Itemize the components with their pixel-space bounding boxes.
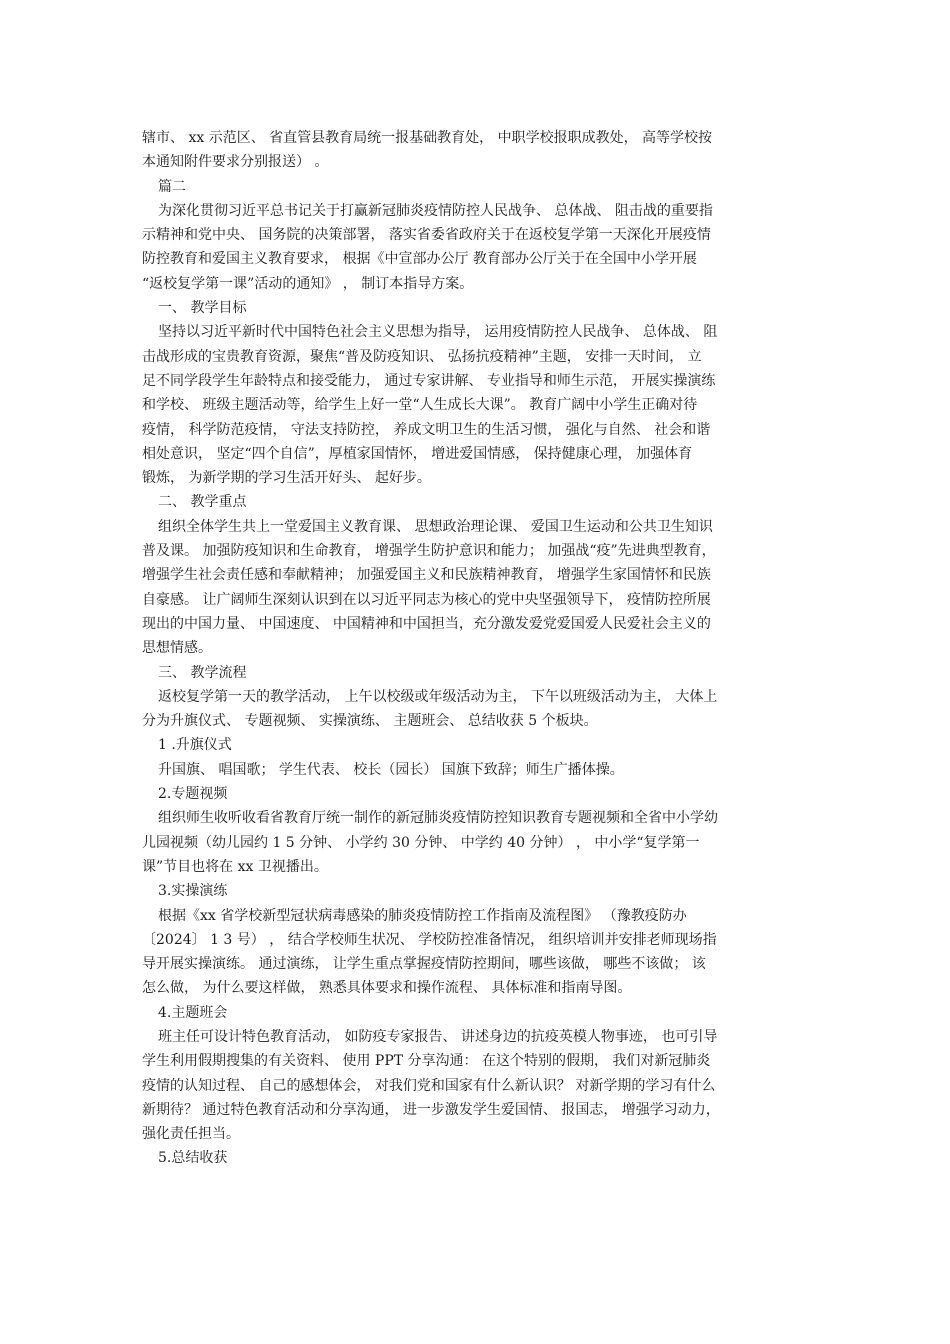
text-line: 3.实操演练 — [158, 883, 228, 900]
text-line: 辖市、 xx 示范区、 省直管县教育局统一报基础教育处， 中职学校报职成教处， 高等学校按 — [142, 130, 713, 146]
text-line: 升国旗、 唱国歌； 学生代表、 校长（园长） 国旗下致辞；师生广播体操。 — [158, 761, 624, 778]
text-line: 根据《xx 省学校新型冠状病毒感染的肺炎疫情防控工作指南及流程图》 （豫教疫防办 — [158, 907, 687, 924]
text-line: 增强学生社会责任感和奉献精神； 加强爱国主义和民族精神教育， 增强学生家国情怀和民族 — [142, 567, 711, 584]
text-line: 自豪感。 让广阔师生深刻认识到在以习近平同志为核心的党中央坚强领导下， 疫情防控所展 — [142, 591, 711, 608]
text-line: 击战形成的宝贵教育资源，聚焦“普及防疫知识、 弘扬抗疫精神”主题， 安排一天时间， 立 — [142, 348, 702, 365]
text-line: 坚持以习近平新时代中国特色社会主义思想为指导， 运用疫情防控人民战争、 总体战、 阻 — [158, 324, 718, 341]
text-line: 组织师生收听收看省教育厅统一制作的新冠肺炎疫情防控知识教育专题视频和全省中小学幼 — [158, 810, 718, 827]
text-line: 导开展实操演练。 通过演练， 让学生重点掌握疫情防控期间，哪些该做， 哪些不该做； 该 — [142, 956, 706, 973]
text-line: 1 .升旗仪式 — [158, 737, 232, 754]
text-line: 和学校、 班级主题活动等，给学生上好一堂“人生成长大课”。 教育广阔中小学生正确对待 — [142, 397, 698, 414]
document-body — [142, 126, 814, 1171]
text-line: 〔2024〕 1 3 号） ， 结合学校师生状况、 学校防控准备情况， 组织培训并安排老师现场指 — [142, 931, 717, 948]
text-line: 一、 教学目标 — [158, 300, 247, 317]
text-line: 防控教育和爱国主义教育要求， 根据《中宣部办公厅 教育部办公厅关于在全国中小学开展 — [142, 251, 697, 268]
text-line: 班主任可设计特色教育活动， 如防疫专家报告、 讲述身边的抗疫英模人物事迹， 也可引导 — [158, 1028, 718, 1045]
text-line: 强化责任担当。 — [142, 1126, 240, 1143]
text-line: 普及课。 加强防疫知识和生命教育， 增强学生防护意识和能力； 加强战“疫”先进典型教育， — [142, 543, 716, 560]
text-line: 三、 教学流程 — [158, 664, 247, 681]
text-line: 锻炼， 为新学期的学习生活开好头、 起好步。 — [142, 470, 431, 487]
text-line: 课”节目也将在 xx 卫视播出。 — [142, 858, 328, 875]
text-line: 为深化贯彻习近平总书记关于打赢新冠肺炎疫情防控人民战争、 总体战、 阻击战的重要指 — [158, 202, 713, 219]
text-line: 二、 教学重点 — [158, 494, 247, 511]
text-line: 返校复学第一天的教学活动， 上午以校级或年级活动为主， 下午以班级活动为主， 大体上 — [158, 688, 718, 705]
text-line: 现出的中国力量、 中国速度、 中国精神和中国担当，充分激发爱党爱国爱人民爱社会主义的 — [142, 615, 711, 632]
text-line: 分为升旗仪式、 专题视频、 实操演练、 主题班会、 总结收获 5 个板块。 — [142, 713, 598, 730]
text-line: 疫情， 科学防范疫情， 守法支持防控， 养成文明卫生的生活习惯， 强化与自然、 社会和谐 — [142, 421, 711, 438]
text-line: 新期待？ 通过特色教育活动和分享沟通， 进一步激发学生爱国情、 报国志， 增强学习动力， — [142, 1101, 720, 1118]
text-line: 疫情的认知过程、 自己的感想体会， 对我们党和国家有什么新认识？ 对新学期的学习有什么 — [142, 1077, 716, 1094]
text-line: 儿园视频（幼儿园约 1 5 分钟、 小学约 30 分钟、 中学约 40 分钟） ， 中小学“复学第一 — [142, 834, 700, 851]
text-line: 4.主题班会 — [158, 1004, 228, 1021]
text-line: 足不同学段学生年龄特点和接受能力， 通过专家讲解、 专业指导和师生示范， 开展实操演练 — [142, 372, 716, 389]
text-line: 怎么做， 为什么要这样做， 熟悉具体要求和操作流程、 具体标准和指南导图。 — [142, 980, 632, 997]
text-line: 篇二 — [158, 178, 186, 195]
text-line: 思想情感。 — [142, 640, 212, 657]
text-line: 本通知附件要求分别报送） 。 — [142, 154, 329, 171]
text-line: 组织全体学生共上一堂爱国主义教育课、 思想政治理论课、 爱国卫生运动和公共卫生知识 — [158, 518, 713, 535]
text-line: “返校复学第一课”活动的通知》 ， 制订本指导方案。 — [142, 275, 474, 292]
text-line: 示精神和党中央、 国务院的决策部署， 落实省委省政府关于在返校复学第一天深化开展疫情 — [142, 227, 711, 244]
text-line: 学生利用假期搜集的有关资料、 使用 PPT 分享沟通： 在这个特别的假期， 我们对新冠肺炎 — [142, 1053, 711, 1070]
text-line: 相处意识， 坚定“四个自信”，厚植家国情怀， 增进爱国情感， 保持健康心理， 加强体育 — [142, 445, 693, 462]
text-line: 2.专题视频 — [158, 786, 228, 803]
text-line: 5.总结收获 — [158, 1150, 228, 1167]
